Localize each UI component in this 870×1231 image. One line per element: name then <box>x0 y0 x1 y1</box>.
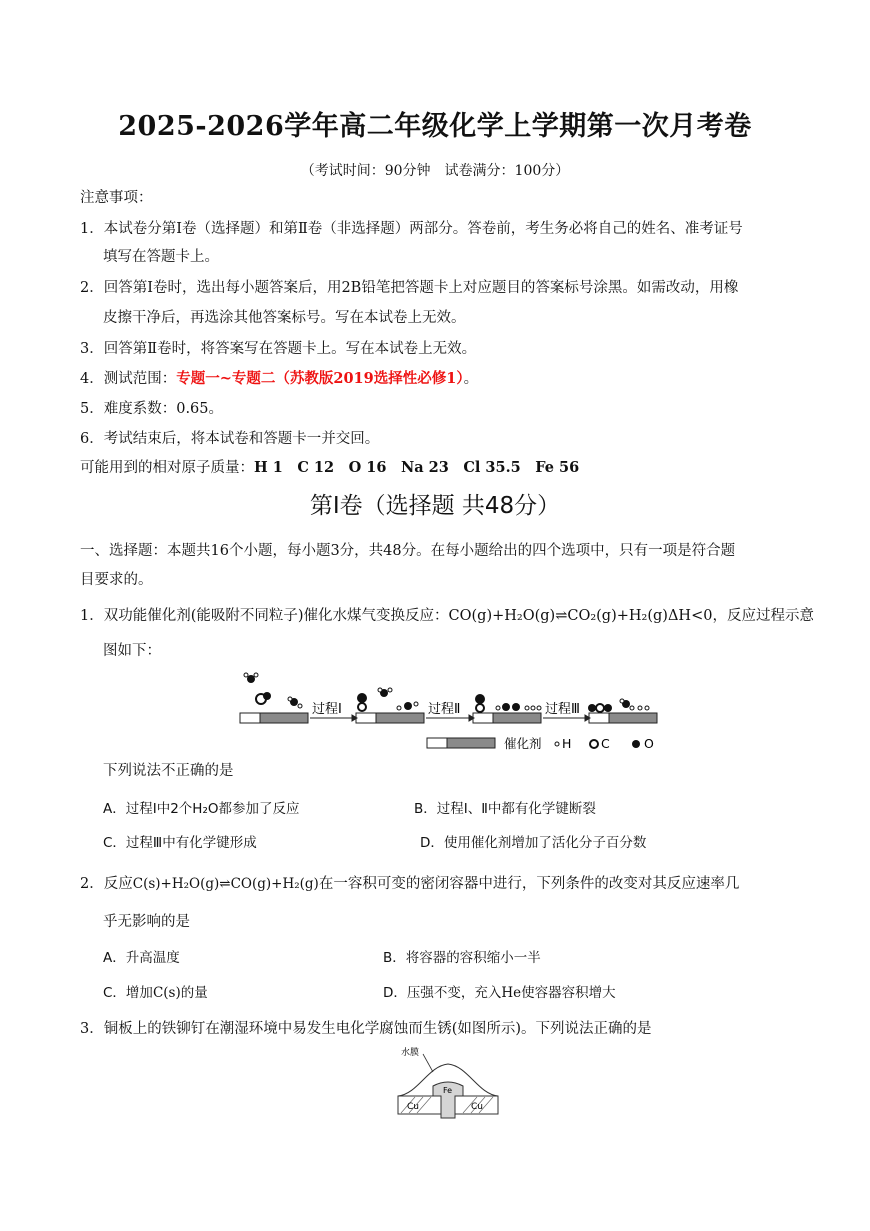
q2-option-d-prefix: D．压强不变，充入 <box>383 985 502 1001</box>
exam-subtitle: （考试时间：90分钟 试卷满分：100分） <box>300 163 570 179</box>
q2-option-c <box>103 981 208 1001</box>
fe-label: Fe <box>443 1086 453 1095</box>
legend-c: C <box>601 736 610 751</box>
q2-equation: C(s)+H₂O(g)⇌CO(g)+H₂(g) <box>132 876 319 892</box>
q1-option-d: D．使用催化剂增加了活化分子百分数 <box>420 835 647 851</box>
atomic-masses-values: H 1 C 12 O 16 Na 23 Cl 35.5 Fe 56 <box>254 459 580 476</box>
q2-option-d <box>383 981 616 1001</box>
note-1a: 1．本试卷分第Ⅰ卷（选择题）和第Ⅱ卷（非选择题）两部分。答卷前，考生务必将自己的姓名、准考证号 <box>80 221 743 237</box>
q2-option-d-suffix: 使容器容积增大 <box>521 985 616 1001</box>
q1-stem-b: 图如下： <box>103 643 161 659</box>
q2-option-c-suffix: 的量 <box>180 985 208 1001</box>
section-1-intro-b: 目要求的。 <box>80 572 153 588</box>
q1-stem-a: 1．双功能催化剂(能吸附不同粒子)催化水煤气变换反应：CO(g)+H₂O(g)⇌CO₂(g)+H₂(g)ΔH<0，反应过程示意 <box>80 608 814 624</box>
note-1b: 填写在答题卡上。 <box>103 249 219 265</box>
q2-option-d-formula: He <box>501 985 522 1001</box>
test-scope: 专题一~专题二（苏教版2019选择性必修1） <box>176 370 464 387</box>
note-3: 3．回答第Ⅱ卷时，将答案写在答题卡上。写在本试卷上无效。 <box>80 341 477 357</box>
legend-catalyst: 催化剂 <box>504 736 542 751</box>
q2-stem-a <box>80 872 739 893</box>
note-6: 6．考试结束后，将本试卷和答题卡一并交回。 <box>80 431 380 447</box>
q2-option-b: B．将容器的容积缩小一半 <box>383 950 541 966</box>
q2-stem-prefix: 2．反应 <box>80 876 133 892</box>
process-2-label: 过程Ⅱ <box>428 702 461 717</box>
diagram-legend <box>427 736 654 751</box>
cu-right-label: Cu <box>471 1102 483 1112</box>
catalyst-process-diagram <box>236 668 666 756</box>
q1-option-c: C．过程Ⅲ中有化学键形成 <box>103 835 257 851</box>
q3-stem: 3．铜板上的铁铆钉在潮湿环境中易发生电化学腐蚀而生锈(如图所示)。下列说法正确的是 <box>80 1021 652 1037</box>
note-4-prefix: 4．测试范围： <box>80 371 177 387</box>
legend-h: H <box>562 736 572 751</box>
atomic-masses-prefix: 可能用到的相对原子质量： <box>80 460 254 476</box>
note-2a: 2．回答第Ⅰ卷时，选出每小题答案后，用2B铅笔把答题卡上对应题目的答案标号涂黑。如需改动，用橡 <box>80 280 739 296</box>
note-5: 5．难度系数：0.65。 <box>80 401 224 417</box>
q1-option-a: A．过程Ⅰ中2个H₂O都参加了反应 <box>103 801 300 817</box>
process-3-label: 过程Ⅲ <box>545 702 580 717</box>
atomic-masses <box>80 456 579 477</box>
q2-stem-b: 乎无影响的是 <box>103 914 190 930</box>
legend-o: O <box>644 736 654 751</box>
q2-option-c-prefix: C．增加 <box>103 985 153 1001</box>
q1-ask: 下列说法不正确的是 <box>103 763 234 779</box>
rivet-corrosion-diagram <box>393 1044 503 1120</box>
q2-option-a: A．升高温度 <box>103 950 180 966</box>
note-4-suffix: 。 <box>463 371 479 387</box>
exam-title: 2025-2026学年高二年级化学上学期第一次月考卷 <box>118 111 752 142</box>
section-1-intro-a: 一、选择题：本题共16个小题，每小题3分，共48分。在每小题给出的四个选项中，只有一项是符合题 <box>80 543 736 559</box>
q1-option-b: B．过程Ⅰ、Ⅱ中都有化学键断裂 <box>414 801 596 817</box>
notes-heading: 注意事项： <box>80 190 153 206</box>
note-2b: 皮擦干净后，再选涂其他答案标号。写在本试卷上无效。 <box>103 310 466 326</box>
q2-option-c-formula: C(s) <box>152 985 181 1001</box>
water-film-label: 水膜 <box>401 1048 420 1058</box>
q2-stem-suffix: 在一容积可变的密闭容器中进行，下列条件的改变对其反应速率几 <box>318 876 740 892</box>
section-1-title: 第Ⅰ卷（选择题 共48分） <box>309 493 561 519</box>
note-4 <box>80 367 478 388</box>
cu-left-label: Cu <box>407 1102 419 1112</box>
process-1-label: 过程Ⅰ <box>312 702 342 717</box>
